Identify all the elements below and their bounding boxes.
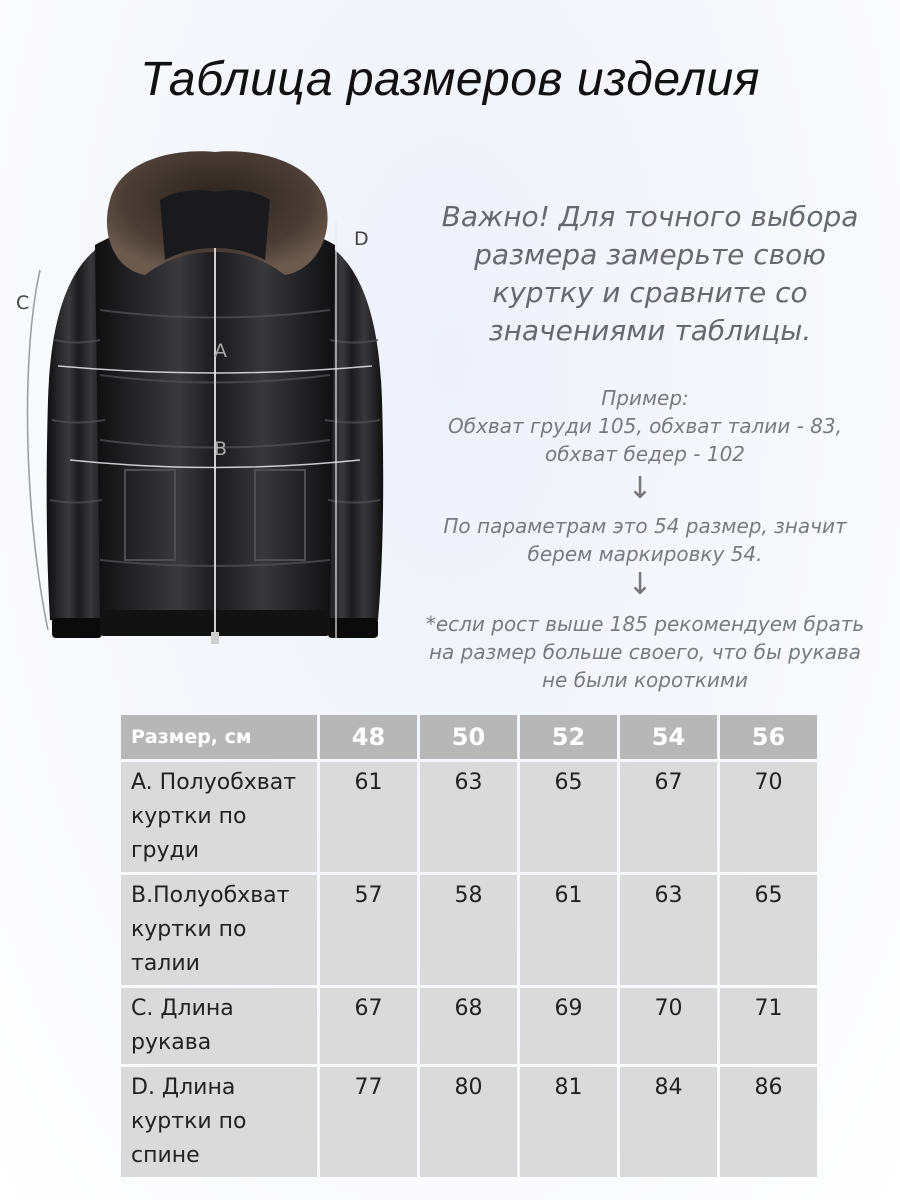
row-label: D. Длина куртки по спине: [121, 1067, 317, 1177]
down-arrow-icon: ↓: [627, 567, 653, 602]
table-cell: 63: [420, 762, 517, 872]
jacket-illustration: [0, 140, 420, 660]
table-cell: 65: [720, 875, 817, 985]
size-header: 52: [520, 715, 617, 759]
conclusion-block: [395, 512, 895, 568]
table-cell: 67: [320, 988, 417, 1064]
table-cell: 77: [320, 1067, 417, 1177]
footnote-line-3: не были короткими: [541, 668, 749, 692]
jacket-image: [0, 140, 420, 660]
table-cell: 86: [720, 1067, 817, 1177]
table-row: [121, 762, 817, 872]
table-cell: 80: [420, 1067, 517, 1177]
important-note: Важно! Для точного выбора размера замерьте свою куртку и сравните со значениями таблицы.: [441, 200, 859, 347]
table-row: [121, 988, 817, 1064]
label-a: A: [214, 340, 227, 362]
table-cell: 84: [620, 1067, 717, 1177]
conclusion-line-2: берем маркировку 54.: [527, 542, 763, 566]
size-table: [118, 712, 820, 1180]
label-b: B: [214, 438, 228, 460]
row-label: A. Полуобхват куртки по груди: [121, 762, 317, 872]
footnote-block: [395, 610, 895, 694]
table-cell: 70: [620, 988, 717, 1064]
example-line-2: обхват бедер - 102: [544, 442, 746, 466]
table-cell: 63: [620, 875, 717, 985]
size-header: 50: [420, 715, 517, 759]
size-header: 56: [720, 715, 817, 759]
table-cell: 70: [720, 762, 817, 872]
label-c: C: [16, 292, 30, 314]
table-cell: 68: [420, 988, 517, 1064]
table-cell: 61: [520, 875, 617, 985]
table-cell: 71: [720, 988, 817, 1064]
row-label: C. Длина рукава: [121, 988, 317, 1064]
header-label: Размер, см: [121, 715, 317, 759]
example-line-1: Обхват груди 105, обхват талии - 83,: [448, 414, 842, 438]
table-cell: 61: [320, 762, 417, 872]
table-cell: 58: [420, 875, 517, 985]
table-row: [121, 1067, 817, 1177]
table-cell: 81: [520, 1067, 617, 1177]
example-heading: Пример:: [601, 386, 689, 410]
table-cell: 57: [320, 875, 417, 985]
down-arrow-icon: ↓: [627, 471, 653, 506]
table-cell: 65: [520, 762, 617, 872]
table-cell: 69: [520, 988, 617, 1064]
footnote-line-2: на размер больше своего, что бы рукава: [428, 640, 862, 664]
label-d: D: [354, 228, 369, 250]
page-title: Таблица размеров изделия: [140, 53, 760, 106]
footnote-line-1: *если рост выше 185 рекомендуем брать: [425, 612, 865, 636]
size-header: 54: [620, 715, 717, 759]
size-header: 48: [320, 715, 417, 759]
table-header-row: [121, 715, 817, 759]
example-block: [395, 384, 895, 468]
row-label: B.Полуобхват куртки по талии: [121, 875, 317, 985]
table-cell: 67: [620, 762, 717, 872]
conclusion-line-1: По параметрам это 54 размер, значит: [443, 514, 847, 538]
table-row: [121, 875, 817, 985]
